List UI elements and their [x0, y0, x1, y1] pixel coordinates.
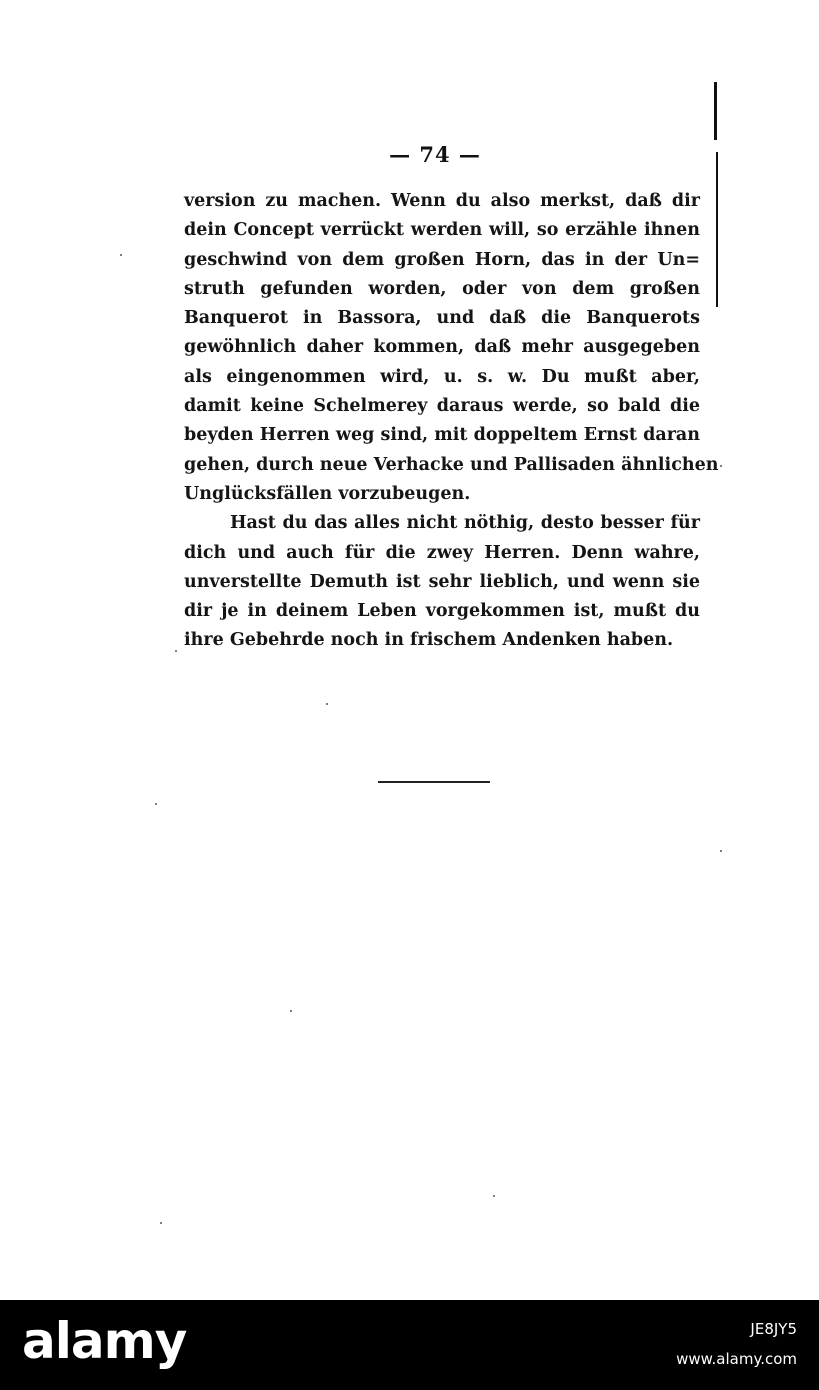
text-line: als eingenommen wird, u. s. w. Du mußt aber, — [184, 366, 700, 387]
body-text — [184, 187, 719, 656]
text-line: unverstellte Demuth ist sehr lieblich, und wenn sie — [184, 571, 700, 592]
scan-speck — [326, 703, 328, 705]
watermark-footer — [0, 1300, 819, 1390]
text-line: damit keine Schelmerey daraus werde, so bald die — [184, 396, 700, 417]
scan-speck — [175, 650, 177, 652]
text-line: dich und auch für die zwey Herren. Denn wahre, — [184, 542, 700, 563]
text-line: beyden Herren weg sind, mit doppeltem Ernst daran — [184, 425, 700, 446]
scan-speck — [290, 1010, 292, 1012]
scan-speck — [493, 1195, 495, 1197]
image-id: JE8JY5 — [750, 1320, 797, 1338]
text-line: Unglücksfällen vorzubeugen. — [184, 483, 471, 504]
page-number: — 74 — — [389, 142, 481, 167]
text-line: gewöhnlich daher kommen, daß mehr ausgegeben — [184, 337, 700, 358]
section-divider — [378, 781, 490, 783]
scan-speck — [720, 465, 722, 467]
text-line: dir je in deinem Leben vorgekommen ist, mußt du — [184, 601, 700, 622]
text-line: gehen, durch neue Verhacke und Pallisaden ähnlichen — [184, 454, 719, 475]
text-line: version zu machen. Wenn du also merkst, daß dir — [184, 191, 700, 211]
text-line: struth gefunden worden, oder von dem großen — [184, 278, 700, 299]
scan-speck — [155, 803, 157, 805]
site-url: www.alamy.com — [676, 1350, 797, 1368]
alamy-logo: alamy — [22, 1312, 187, 1370]
scan-speck — [120, 254, 122, 256]
paragraph-1 — [184, 187, 719, 509]
scan-speck — [720, 850, 722, 852]
page-edge-marks — [712, 82, 720, 312]
text-line: dein Concept verrückt werden will, so erzähle ihnen — [184, 220, 700, 241]
paragraph-2 — [184, 509, 700, 655]
text-line: geschwind von dem großen Horn, das in der Un= — [184, 249, 700, 270]
text-line: ihre Gebehrde noch in frischem Andenken haben. — [184, 630, 674, 651]
text-line: Hast du das alles nicht nöthig, desto besser für — [230, 513, 700, 534]
scan-speck — [160, 1222, 162, 1224]
text-line: Banquerot in Bassora, und daß die Banquerots — [184, 308, 700, 329]
